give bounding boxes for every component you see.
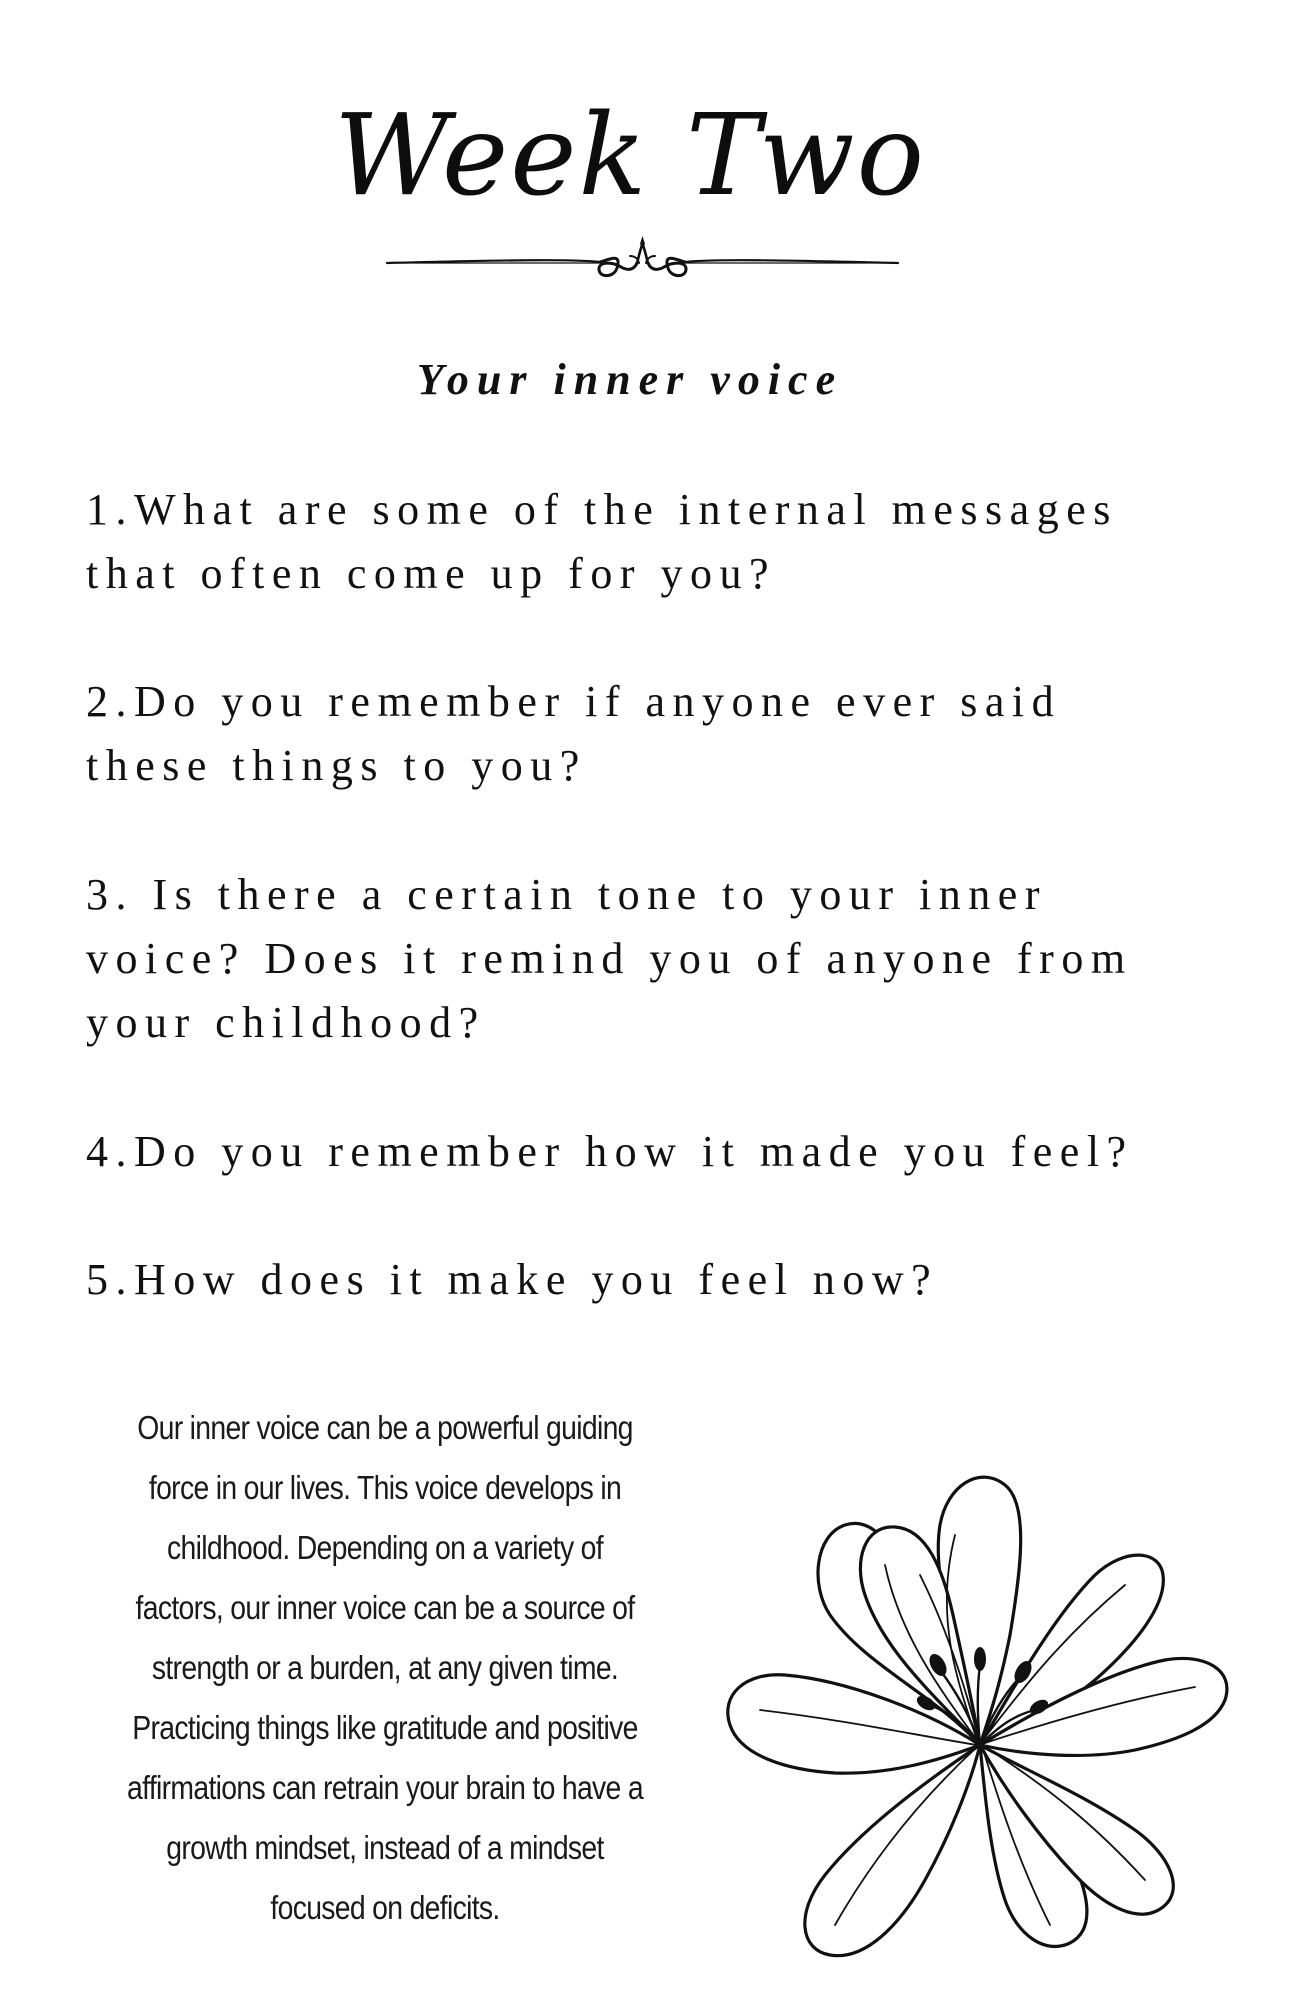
inner-voice-description: Our inner voice can be a powerful guiding force in our lives. This voice develops in childhood. Depending on a variety of factors, our inner voice can be a source of strength or a burden, at any given time. Practicing things like gratitude and positive affirmations can retrain your brain to have a growth mindset, instead of a mindset focused on deficits. <box>127 1409 643 1926</box>
question-item: 5.How does it make you feel now? <box>86 1255 939 1304</box>
lily-flower-icon <box>715 1455 1245 1975</box>
question-item: 2.Do you remember if anyone ever said these things to you? <box>86 677 1062 790</box>
section-subtitle: Your inner voice <box>416 355 844 404</box>
page-title: Week Two <box>333 91 927 221</box>
question-item: 4.Do you remember how it made you feel? <box>86 1127 1134 1176</box>
question-item: 1.What are some of the internal messages that often come up for you? <box>86 485 1118 598</box>
question-item: 3. Is there a certain tone to your inner voice? Does it remind you of anyone from your childhood? <box>86 870 1133 1047</box>
ornamental-divider-icon <box>385 232 900 292</box>
